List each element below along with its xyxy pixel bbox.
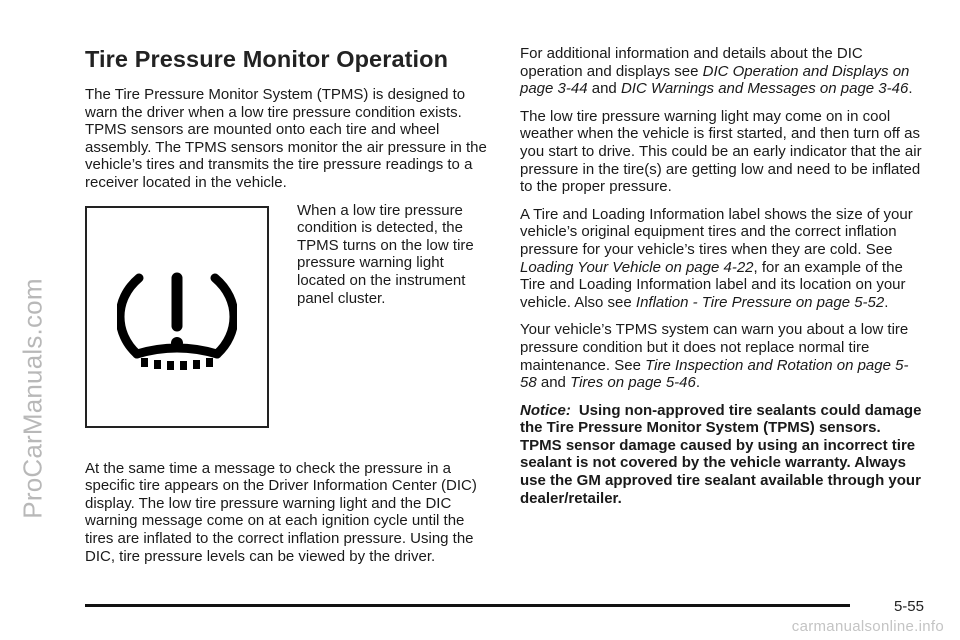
text-run: , for an example of the Tire and Loading Information label and its location on your vehicle. Also see: [520, 258, 906, 311]
left-column: [85, 44, 489, 575]
watermark: [8, 168, 58, 628]
cross-reference-link: DIC Operation and Displays on page 3-44: [520, 62, 910, 98]
notice-body: Using non-approved tire sealants could damage the Tire Pressure Monitor System (TPMS) sensors. TPMS sensor damage caused by using an incorrect tire sealant is not covered by the vehicle warranty. Always use the GM approved tire sealant available through your dealer/retailer.: [520, 401, 922, 507]
warning-light-figure: [85, 201, 489, 444]
text-run: A Tire and Loading Information label shows the size of your vehicle’s original equipment tires and the correct inflation pressure for your vehicle’s tires when they are cold. See: [520, 205, 913, 258]
cross-reference-link: Tire Inspection and Rotation on page 5-58: [520, 356, 909, 392]
footer-rule: [85, 604, 850, 607]
notice-paragraph: [520, 402, 925, 508]
maintenance-paragraph: [520, 321, 925, 391]
dic-info-paragraph: [520, 45, 925, 98]
right-column: [520, 45, 925, 517]
text-run: and: [587, 80, 621, 98]
section-heading: Tire Pressure Monitor Operation: [85, 46, 449, 72]
warning-light-caption: When a low tire pressure condition is detected, the TPMS turns on the low tire pressure warning light located on the instrument panel cluster.: [297, 201, 474, 307]
text-run: For additional information and details about the DIC operation and displays see: [520, 45, 863, 80]
warning-light-frame: [85, 206, 269, 428]
watermark-text: ProCarManuals.com: [17, 277, 48, 519]
notice-label: Notice:: [520, 401, 571, 419]
text-run: .: [884, 293, 889, 311]
site-footer-watermark: carmanualsonline.info: [791, 618, 944, 635]
cross-reference-link: Inflation - Tire Pressure on page 5-52: [635, 293, 885, 311]
cross-reference-link: Loading Your Vehicle on page 4-22: [520, 258, 754, 276]
text-run: and: [536, 374, 571, 392]
tire-pressure-warning-icon: [117, 270, 237, 370]
dic-paragraph: At the same time a message to check the pressure in a specific tire appears on the Driver Information Center (DIC) display. The low tire pressure warning light and the DIC warning message come on at each ignition cycle until the tires are inflated to the correct inflation pressure. Using the DIC, tire pressure levels can be viewed by the driver.: [85, 459, 477, 565]
intro-paragraph: The Tire Pressure Monitor System (TPMS) is designed to warn the driver when a low tire pressure condition exists. TPMS sensors are mounted onto each tire and wheel assembly. The TPMS sensors monitor the air pressure in the vehicle’s tires and transmits the tire pressure readings to a receiver located in the vehicle.: [85, 86, 487, 191]
cool-weather-paragraph: The low tire pressure warning light may come on in cool weather when the vehicle is first started, and then turn off as you start to drive. This could be an early indicator that the air pressure in the tire(s) are getting low and need to be inflated to the proper pressure.: [520, 107, 922, 196]
cross-reference-link: Tires on page 5-46: [570, 374, 696, 392]
text-run: Your vehicle’s TPMS system can warn you about a low tire pressure condition but it does not replace normal tire maintenance. See: [520, 321, 909, 374]
text-run: .: [908, 80, 913, 98]
text-run: .: [695, 374, 701, 392]
page-number: 5-55: [893, 598, 924, 615]
cross-reference-link: DIC Warnings and Messages on page 3-46: [620, 80, 909, 98]
tire-label-paragraph: [520, 206, 925, 312]
